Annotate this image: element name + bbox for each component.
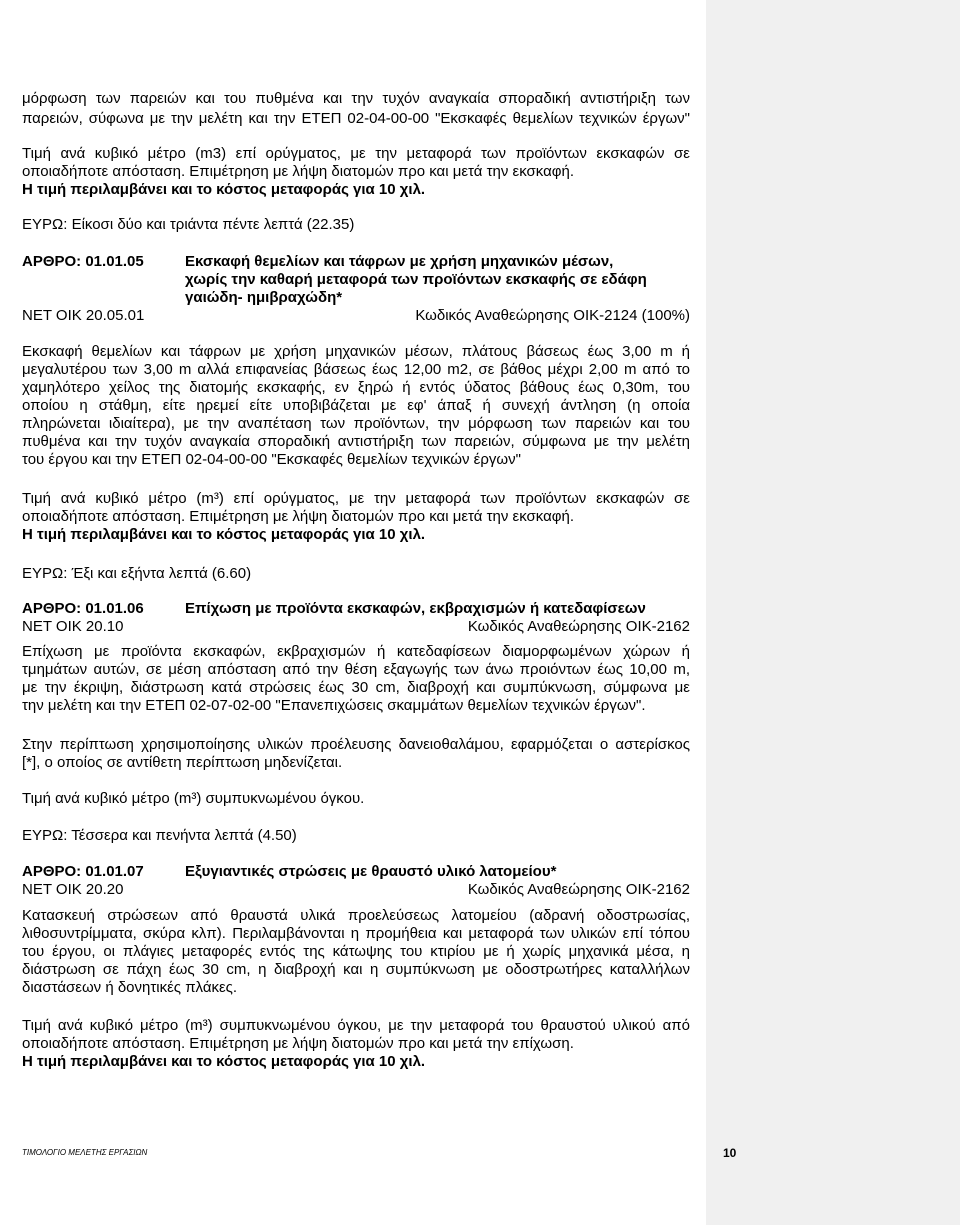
net-code: ΝΕΤ ΟΙΚ 20.05.01 — [22, 307, 145, 324]
paragraph-line: του έργου, οι πλάγιες μεταφορές εντός της κάτωψης του κτιρίου με ή χωρίς μηχανικά μέσα, η — [22, 943, 690, 960]
right-margin-panel — [706, 0, 960, 1225]
paragraph-line: Τιμή ανά κυβικό μέτρο (m³) συμπυκνωμένου όγκου, με την μεταφορά του θραυστού υλικού από — [22, 1017, 690, 1034]
paragraph-line: του έργου και την ΕΤΕΠ 02-04-00-00 "Εκσκαφές θεμελίων τεχνικών έργων" — [22, 451, 521, 468]
paragraph-line: με την έκριψη, διάστρωση κατά στρώσεις έως 30 cm, διαβροχή και συμπύκνωση, σύμφωνα με — [22, 679, 690, 696]
paragraph-line: Τιμή ανά κυβικό μέτρο (m3) επί ορύγματος, με την μεταφορά των προϊόντων εκσκαφών σε — [22, 145, 690, 162]
price-line: ΕΥΡΩ: Έξι και εξήντα λεπτά (6.60) — [22, 565, 252, 582]
article-note — [22, 736, 690, 772]
paragraph-line: Στην περίπτωση χρησιμοποίησης υλικών προέλευσης δανειοθαλάμου, εφαρμόζεται ο αστερίσκος — [22, 736, 690, 753]
paragraph-line: Κατασκευή στρώσεων από θραυστά υλικά προελεύσεως λατομείου (αδρανή οδοστρωσίας, — [22, 907, 690, 924]
paragraph-line: Επίχωση με προϊόντα εκσκαφών, εκβραχισμών ή κατεδαφίσεων διαμορφωμένων χώρων ή — [22, 643, 690, 660]
article-title-line: Επίχωση με προϊόντα εκσκαφών, εκβραχισμών ή κατεδαφίσεων — [185, 600, 646, 617]
article-title-line: γαιώδη- ημιβραχώδη* — [185, 289, 343, 306]
page-number: 10 — [723, 1146, 737, 1160]
paragraph-line: Τιμή ανά κυβικό μέτρο (m³) συμπυκνωμένου όγκου. — [22, 790, 365, 807]
text-column — [22, 89, 690, 1071]
article-number: ΑΡΘΡΟ: 01.01.07 — [22, 863, 144, 880]
pricing-note — [22, 790, 690, 808]
footer-document-title: ΤΙΜΟΛΟΓΙΟ ΜΕΛΕΤΗΣ ΕΡΓΑΣΙΩΝ — [22, 1148, 148, 1157]
article-header — [22, 253, 690, 307]
article-title-line: Εκσκαφή θεμελίων και τάφρων με χρήση μηχανικών μέσων, — [185, 253, 614, 270]
paragraph-line: οποιαδήποτε απόσταση. Επιμέτρηση με λήψη διατομών προ και μετά την επίχωση. — [22, 1035, 574, 1052]
bold-line: Η τιμή περιλαμβάνει και το κόστος μεταφοράς για 10 χιλ. — [22, 181, 426, 198]
pricing-note — [22, 490, 690, 544]
paragraph-line: μόρφωση των παρειών και του πυθμένα και την τυχόν αναγκαία σποραδική αντιστήριξη των — [22, 90, 690, 107]
article-number: ΑΡΘΡΟ: 01.01.05 — [22, 253, 144, 270]
paragraph-line: οποιαδήποτε απόσταση. Επιμέτρηση με λήψη διατομών προ και μετά την εκσκαφή. — [22, 163, 575, 180]
article-description — [22, 643, 690, 715]
article-description — [22, 343, 690, 469]
intro-continuation — [22, 89, 690, 129]
bold-line: Η τιμή περιλαμβάνει και το κόστος μεταφοράς για 10 χιλ. — [22, 526, 426, 543]
paragraph-line: οποίου η στάθμη, είτε ηρεμεί είτε υποβιβάζεται με εφ' άπαξ ή συνεχή άντληση (η οποία — [22, 397, 690, 414]
price-line: ΕΥΡΩ: Τέσσερα και πενήντα λεπτά (4.50) — [22, 827, 297, 844]
bold-line: Η τιμή περιλαμβάνει και το κόστος μεταφοράς για 10 χιλ. — [22, 1053, 426, 1070]
paragraph-line: τμημάτων αυτών, σε μέση απόσταση από την θέση εξαγωγής των άνω προιόντων έως 10,00 m, — [22, 661, 690, 678]
code-row — [22, 618, 690, 636]
paragraph-line: [*], ο οποίος σε αντίθετη περίπτωση μηδενίζεται. — [22, 754, 343, 771]
pricing-note — [22, 145, 690, 199]
paragraph-line: πυθμένα και την τυχόν αναγκαία σποραδική αντιστήριξη των παρειών, σύμφωνα με την μελέτη — [22, 433, 690, 450]
article-title — [185, 600, 690, 618]
code-row — [22, 881, 690, 899]
paragraph-line: την μελέτη και την ΕΤΕΠ 02-07-02-00 "Επανεπιχώσεις σκαμμάτων θεμελίων τεχνικών έργων". — [22, 697, 646, 714]
article-header — [22, 600, 690, 618]
paragraph-line: μεγαλυτέρου των 3,00 m αλλά επιφανείας βάσεως έως 12,00 m2, σε βάθος μέχρι 2,00 m από το — [22, 361, 690, 378]
code-row — [22, 307, 690, 325]
revision-code: Κωδικός Αναθεώρησης ΟΙΚ-2162 — [467, 881, 690, 898]
revision-code: Κωδικός Αναθεώρησης ΟΙΚ-2162 — [467, 618, 690, 635]
paragraph-line: πληρώνεται ιδιαίτερα), με την αναπέταση των προϊόντων, την μόρφωση των παρειών και του — [22, 415, 690, 432]
paragraph-line: διάστρωση σε πάχη έως 30 cm, η διαβροχή και η συμπύκνωση με οδοστρωτήρες καταλλήλων — [22, 961, 690, 978]
price-line: ΕΥΡΩ: Είκοσι δύο και τριάντα πέντε λεπτά (22.35) — [22, 216, 355, 233]
article-title — [185, 863, 690, 881]
article-header — [22, 863, 690, 881]
article-description — [22, 907, 690, 997]
paragraph-line: χαμηλότερο χείλος της διατομής εκσκαφής, εν ξηρώ ή εντός ύδατος βάθους έως 0,30m, του — [22, 379, 690, 396]
net-code: ΝΕΤ ΟΙΚ 20.20 — [22, 881, 124, 898]
article-number: ΑΡΘΡΟ: 01.01.06 — [22, 600, 144, 617]
pricing-note — [22, 1017, 690, 1071]
net-code: ΝΕΤ ΟΙΚ 20.10 — [22, 618, 124, 635]
paragraph-line: λιθοσυντρίμματα, σκύρα κλπ). Περιλαμβάνονται η προμήθεια και μεταφορά των υλικών επί τόπου — [22, 925, 690, 942]
paragraph-line: διαστάσεων ή δονητικές πλάκες. — [22, 979, 238, 996]
paragraph-line: Τιμή ανά κυβικό μέτρο (m³) επί ορύγματος, με την μεταφορά των προϊόντων εκσκαφών σε — [22, 490, 690, 507]
article-title-line: Εξυγιαντικές στρώσεις με θραυστό υλικό λατομείου* — [185, 863, 557, 880]
article-title-line: χωρίς την καθαρή μεταφορά των προϊόντων εκσκαφής σε εδάφη — [185, 271, 647, 288]
paragraph-line: παρειών, σύφωνα με την μελέτη και την ΕΤΕΠ 02-04-00-00 "Εκσκαφές θεμελίων τεχνικών έργων" — [22, 110, 690, 127]
article-title — [185, 253, 690, 307]
paragraph-line: οποιαδήποτε απόσταση. Επιμέτρηση με λήψη διατομών προ και μετά την εκσκαφή. — [22, 508, 575, 525]
paragraph-line: Εκσκαφή θεμελίων και τάφρων με χρήση μηχανικών μέσων, πλάτους βάσεως έως 3,00 m ή — [22, 343, 690, 360]
revision-code: Κωδικός Αναθεώρησης ΟΙΚ-2124 (100%) — [415, 307, 690, 324]
